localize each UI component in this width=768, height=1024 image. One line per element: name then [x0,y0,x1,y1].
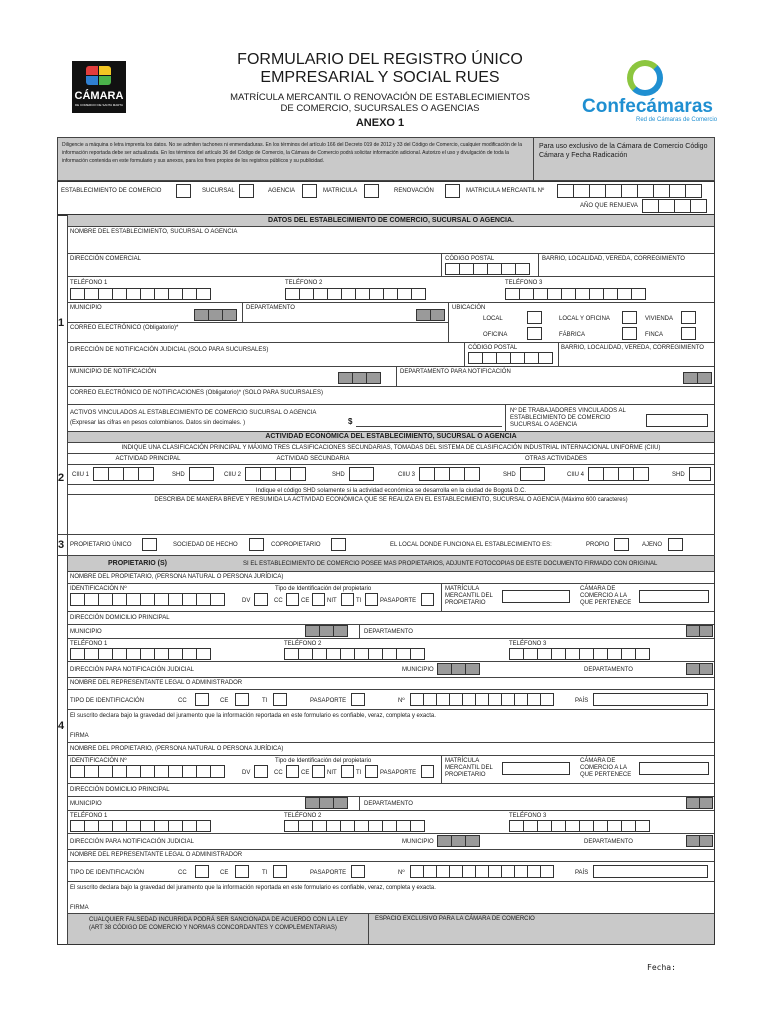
correo-notif-label: CORREO ELECTRÓNICO DE NOTIFICACIONES (Obligatorio)* (SOLO PARA SUCURSALES) [70,390,323,396]
owner1-tel1-cells[interactable] [70,648,210,660]
owner1-cc-checkbox[interactable] [286,593,299,606]
owner2-dv-input[interactable] [254,765,268,778]
owner1-dir-notif-label: DIRECCIÓN PARA NOTIFICACIÓN JUDICIAL [70,667,194,673]
owner1-departamento-label: DEPARTAMENTO [364,629,413,635]
owner2-departamento-label: DEPARTAMENTO [364,801,413,807]
owner1-identificacion-label: IDENTIFICACIÓN Nº [70,586,127,592]
sociedad-hecho-label: SOCIEDAD DE HECHO [173,542,238,548]
owner2-dir-notif-label: DIRECCIÓN PARA NOTIFICACIÓN JUDICIAL [70,839,194,845]
owner2-ti-checkbox[interactable] [365,765,378,778]
ubic-fabrica-checkbox[interactable] [622,327,637,340]
owner2-firma-label: FIRMA [70,905,89,911]
owner2-tel3-cells[interactable] [509,820,649,832]
owner1-departamento2-cells[interactable] [686,663,712,675]
owner2-nit-checkbox[interactable] [341,765,354,778]
owner2-matricula-input[interactable] [502,762,570,775]
owner1-pais-input[interactable] [593,693,708,706]
ciiu4-cells[interactable] [588,467,648,481]
ubic-local-oficina-label: LOCAL Y OFICINA [559,316,610,322]
owner1-identificacion-cells[interactable] [70,593,224,606]
ubic-oficina-checkbox[interactable] [527,327,542,340]
owner2-nit-label: NIT [327,770,337,776]
section-4-number: 4 [58,720,65,732]
owner2-pasaporte-label: PASAPORTE [380,770,417,776]
espacio-exclusivo-text: ESPACIO EXCLUSIVO PARA LA CÁMARA DE COMERCIO [375,916,535,922]
telefono-2-cells[interactable] [285,288,425,300]
municipio-code-cells[interactable] [194,309,236,321]
sucursal-label: SUCURSAL [202,188,235,194]
owner2-municipio2-cells[interactable] [437,835,479,847]
telefono-3-label: TELÉFONO 3 [505,280,543,286]
owner2-ti-label: TI [356,770,362,776]
owner1-matricula-label: MATRÍCULA MERCANTIL DEL PROPIETARIO [445,586,493,606]
municipio-label: MUNICIPIO [70,305,102,311]
owner1-departamento2-label: DEPARTAMENTO [584,667,633,673]
intro-text: Diligencie a máquina o letra imprenta los datos. No se admiten tachones ni enmendaduras. En los términos del artículo 166 del Decreto 019 de 2012 y 33 del Código de Comercio, cualquier modificación de la información reportada debe ser actualizada. En los términos del artículo 36 del Código de Comercio, la Cámara de Comercio podrá solicitar información adicional. Autorizo el uso y divulgación de toda la información contenida en este formulario y sus anexos, para los fines propios de los registros públicos y su publicidad. [62,142,522,164]
owner2-departamento-cells[interactable] [686,797,712,809]
mun-notif-cells[interactable] [338,372,380,384]
barrio-label: BARRIO, LOCALIDAD, VEREDA, CORREGIMIENTO [542,256,685,262]
owner1-juramento-text: El suscrito declara bajo la gravedad del juramento que la información reportada en este formulario es confiable, veraz, completa y exacta. [70,713,436,719]
activos-note: (Expresar las cifras en pesos colombianos. Datos sin decimales. ) [70,420,246,426]
actividad-principal-label: ACTIVIDAD PRINCIPAL [115,456,181,462]
owner1-tel2-cells[interactable] [284,648,424,660]
form-subtitle-line2: DE COMERCIO, SUCURSALES O AGENCIAS [280,103,480,114]
owner1-municipio2-cells[interactable] [437,663,479,675]
renovacion-checkbox[interactable] [445,184,460,198]
owner2-pais-label: PAÍS [575,870,589,876]
matricula-no-label: MATRICULA MERCANTIL Nº [466,188,545,194]
form-title-line1: FORMULARIO DEL REGISTRO ÚNICO [237,51,523,68]
owner1-tel3-label: TELÉFONO 3 [509,641,547,647]
owner1-pasaporte2-label: PASAPORTE [310,698,347,704]
owner1-tel1-label: TELÉFONO 1 [70,641,108,647]
owner2-cc2-checkbox[interactable] [195,865,209,878]
codigo-postal-cells[interactable] [445,263,529,275]
annex-label: ANEXO 1 [355,117,405,129]
ubicacion-label: UBICACIÓN [452,305,486,311]
correo-label: CORREO ELECTRÓNICO (Obligatorio)* [70,325,179,331]
owner1-ti-label: TI [356,598,362,604]
owner1-municipio2-label: MUNICIPIO [402,667,434,673]
owner1-municipio-label: MUNICIPIO [70,629,102,635]
owner1-dv-input[interactable] [254,593,268,606]
owner2-departamento2-cells[interactable] [686,835,712,847]
confecamaras-brand: Confecámaras [582,96,713,117]
owner1-ce-label: CE [301,598,310,604]
owner1-tipo-id-label: Tipo de Identificación del propietario [275,586,372,592]
dollar-sign: $ [348,417,353,426]
owner2-cc-label: CC [274,770,283,776]
matricula-no-cells[interactable] [557,184,701,198]
otras-actividades-label: OTRAS ACTIVIDADES [524,456,587,462]
ciiu3-cells[interactable] [419,467,479,481]
owner2-cc-checkbox[interactable] [286,765,299,778]
owner1-municipio-cells[interactable] [305,625,347,637]
owner1-firma-label: FIRMA [70,733,89,739]
owner2-tel2-cells[interactable] [284,820,424,832]
ciiu2-cells[interactable] [245,467,305,481]
section-2-title: ACTIVIDAD ECONÓMICA DEL ESTABLECIMIENTO, SUCURSAL O AGENCIA [265,433,517,440]
owner1-matricula-input[interactable] [502,590,570,603]
ciiu3-label: CIIU 3 [398,472,416,478]
owner1-ti2-label: TI [262,698,268,704]
codigo-postal-label: CÓDIGO POSTAL [445,256,495,262]
ciiu1-cells[interactable] [93,467,153,481]
owner1-pasaporte2-checkbox[interactable] [351,693,365,706]
nombre-establecimiento-label: NOMBRE DEL ESTABLECIMIENTO, SUCURSAL O AGENCIA [70,229,238,235]
establecimiento-label: ESTABLECIMIENTO DE COMERCIO [61,188,162,194]
owner1-nombre-label: NOMBRE DEL PROPIETARIO, (PERSONA NATURAL O PERSONA JURÍDICA) [70,574,284,580]
owner2-pais-input[interactable] [593,865,708,878]
ubic-finca-checkbox[interactable] [681,327,696,340]
owner2-pasaporte-checkbox[interactable] [421,765,434,778]
section-1-title: DATOS DEL ESTABLECIMIENTO DE COMERCIO, SUCURSAL O AGENCIA. [268,217,514,224]
ciiu4-label: CIIU 4 [567,472,585,478]
owner2-nombre-label: NOMBRE DEL PROPIETARIO, (PERSONA NATURAL O PERSONA JURÍDICA) [70,746,284,752]
copropietario-checkbox[interactable] [331,538,346,551]
form-subtitle-line1: MATRÍCULA MERCANTIL O RENOVACIÓN DE ESTABLECIMIENTOS [230,92,530,103]
owner2-dir-domicilio-label: DIRECCIÓN DOMICILIO PRINCIPAL [70,787,170,793]
ubic-vivienda-checkbox[interactable] [681,311,696,324]
trabajadores-input[interactable] [646,414,708,427]
owner2-camara-label: CÁMARA DE COMERCIO A LA QUE PERTENECE [580,758,632,778]
propio-label: PROPIO [586,542,610,548]
cod-postal2-label: CÓDIGO POSTAL [468,345,518,351]
ubic-fabrica-label: FÁBRICA [559,332,586,338]
owner2-ti2-checkbox[interactable] [273,865,287,878]
owner2-numero-cells[interactable] [410,865,553,878]
ajeno-label: AJENO [642,542,663,548]
owner2-municipio2-label: MUNICIPIO [402,839,434,845]
owner1-nit-label: NIT [327,598,337,604]
sociedad-hecho-checkbox[interactable] [249,538,264,551]
owner2-matricula-label: MATRÍCULA MERCANTIL DEL PROPIETARIO [445,758,493,778]
owner2-tel1-label: TELÉFONO 1 [70,813,108,819]
falsedad-text: CUALQUIER FALSEDAD INCURRIDA PODRÁ SER SANCIONADA DE ACUERDO CON LA LEY (ART 38 CÓDIGO DE COMERCIO Y NORMAS CONCORDANTES Y COMPLEMENTARIAS) [89,917,348,931]
owner1-ce-checkbox[interactable] [312,593,325,606]
agencia-label: AGENCIA [268,188,296,194]
agencia-checkbox[interactable] [302,184,317,198]
shd4-input[interactable] [689,467,711,481]
section-4-title: PROPIETARIO (S) [108,560,167,567]
shd3-input[interactable] [520,467,545,481]
ajeno-checkbox[interactable] [668,538,683,551]
owner1-cc-label: CC [274,598,283,604]
section-4-note: SI EL ESTABLECIMIENTO DE COMERCIO POSEE MAS PROPIETARIOS, ADJUNTE FOTOCOPIAS DE ESTE DOCUMENTO FIRMADO CON ORIGINAL [243,561,658,567]
activos-label: ACTIVOS VINCULADOS AL ESTABLECIMIENTO DE COMERCIO SUCURSAL O AGENCIA [70,410,317,416]
owner2-tel2-label: TELÉFONO 2 [284,813,322,819]
trabajadores-label: Nº DE TRABAJADORES VINCULADOS AL ESTABLECIMIENTO DE COMERCIO SUCURSAL O AGENCIA [510,408,626,428]
matricula-label: MATRICULA [323,188,358,194]
owner1-ti-checkbox[interactable] [365,593,378,606]
owner2-pasaporte2-checkbox[interactable] [351,865,365,878]
dep-notif-label: DEPARTAMENTO PARA NOTIFICACIÓN [400,369,511,375]
owner1-cc2-label: CC [178,698,187,704]
shd1-input[interactable] [189,467,214,481]
ubic-local-label: LOCAL [483,316,503,322]
logo-camara-text: CÁMARA [74,90,124,102]
owner2-nombre-rep-label: NOMBRE DEL REPRESENTANTE LEGAL O ADMINISTRADOR [70,852,243,858]
owner2-ti2-label: TI [262,870,268,876]
owner1-firma-space[interactable] [100,721,700,741]
owner2-pasaporte2-label: PASAPORTE [310,870,347,876]
owner1-pasaporte-checkbox[interactable] [421,593,434,606]
actividad-secundaria-label: ACTIVIDAD SECUNDARIA [276,456,350,462]
ubic-finca-label: FINCA [645,332,663,338]
owner1-ce2-checkbox[interactable] [235,693,249,706]
establecimiento-checkbox[interactable] [176,184,191,198]
fecha-label: Fecha: [647,963,676,972]
propietario-unico-checkbox[interactable] [142,538,157,551]
owner2-ce2-checkbox[interactable] [235,865,249,878]
camara-logo [72,61,126,113]
propio-checkbox[interactable] [614,538,629,551]
telefono-1-cells[interactable] [70,288,210,300]
sucursal-checkbox[interactable] [239,184,254,198]
owner1-tipo-ident-label: TIPO DE IDENTIFICACIÓN [70,698,145,704]
owner1-cc2-checkbox[interactable] [195,693,209,706]
confecamaras-sub: Red de Cámaras de Comercio [636,117,718,123]
departamento-code-cells[interactable] [416,309,444,321]
owner1-numero-label: Nº [398,698,405,704]
local-funciona-label: EL LOCAL DONDE FUNCIONA EL ESTABLECIMIENTO ES: [390,542,552,548]
barrio2-label: BARRIO, LOCALIDAD, VEREDA, CORREGIMIENTO [561,345,704,351]
owner2-municipio-label: MUNICIPIO [70,801,102,807]
shd2-label: SHD [332,472,345,478]
ano-renueva-label: AÑO QUE RENUEVA [580,203,638,209]
owner2-ce-label: CE [301,770,310,776]
ubic-local-oficina-checkbox[interactable] [622,311,637,324]
owner2-cc2-label: CC [178,870,187,876]
owner1-tel3-cells[interactable] [509,648,649,660]
owner1-camara-label: CÁMARA DE COMERCIO A LA QUE PERTENECE [580,586,632,606]
owner1-dir-domicilio-label: DIRECCIÓN DOMICILIO PRINCIPAL [70,615,170,621]
owner1-numero-cells[interactable] [410,693,553,706]
owner1-camara-input[interactable] [639,590,709,603]
owner2-tipo-ident-label: TIPO DE IDENTIFICACIÓN [70,870,145,876]
section-2-number: 2 [58,472,65,484]
shd3-label: SHD [503,472,516,478]
ubic-vivienda-label: VIVIENDA [645,316,674,322]
shd1-label: SHD [172,472,185,478]
owner2-tel1-cells[interactable] [70,820,210,832]
owner2-ce-checkbox[interactable] [312,765,325,778]
owner1-pais-label: PAÍS [575,698,589,704]
matricula-checkbox[interactable] [364,184,379,198]
owner1-tel2-label: TELÉFONO 2 [284,641,322,647]
owner1-dv-label: DV [242,598,251,604]
copropietario-label: COPROPIETARIO [271,542,321,548]
owner1-nombre-rep-label: NOMBRE DEL REPRESENTANTE LEGAL O ADMINISTRADOR [70,680,243,686]
direccion-comercial-label: DIRECCIÓN COMERCIAL [70,256,142,262]
departamento-label: DEPARTAMENTO [246,305,295,311]
owner2-numero-label: Nº [398,870,405,876]
propietario-unico-label: PROPIETARIO ÚNICO [70,542,132,548]
ciiu1-label: CIIU 1 [72,472,90,478]
confecamaras-logo-icon [627,60,663,96]
owner2-municipio-cells[interactable] [305,797,347,809]
owner2-dv-label: DV [242,770,251,776]
owner1-ce2-label: CE [220,698,229,704]
shd4-label: SHD [672,472,685,478]
telefono-1-label: TELÉFONO 1 [70,280,108,286]
shd-note: Indique el código SHD solamente si la actividad económica se desarrolla en la ciudad de Bogotá D.C. [255,488,527,494]
ciiu-instruction: INDIQUE UNA CLASIFICACIÓN PRINCIPAL Y MÁXIMO TRES CLASIFICACIONES SECUNDARIAS, TOMADAS DEL SISTEMA DE CLASIFICACIÓN INDUSTRIAL INTERNACIONAL UNIFORME (CIIU) [121,445,661,451]
ciiu2-label: CIIU 2 [224,472,242,478]
owner2-ce2-label: CE [220,870,229,876]
logo-colored-mark-icon [86,66,112,86]
owner2-departamento2-label: DEPARTAMENTO [584,839,633,845]
describa-label: DESCRIBA DE MANERA BREVE Y RESUMIDA LA ACTIVIDAD ECONÓMICA QUE SE REALIZA EN EL ESTABLECIMIENTO, SUCURSAL O AGENCIA (Máximo 600 caracteres) [154,497,628,503]
telefono-3-cells[interactable] [505,288,645,300]
dep-notif-cells[interactable] [683,372,711,384]
section-1-number: 1 [58,317,65,329]
section-3-number: 3 [58,539,65,551]
cod-postal2-cells[interactable] [468,352,552,364]
owner1-nit-checkbox[interactable] [341,593,354,606]
ubic-local-checkbox[interactable] [527,311,542,324]
owner1-ti2-checkbox[interactable] [273,693,287,706]
owner2-tel3-label: TELÉFONO 3 [509,813,547,819]
ano-renueva-cells[interactable] [642,199,706,213]
exclusive-use-text: Para uso exclusivo de la Cámara de Comercio Código Cámara y Fecha Radicación [539,143,708,159]
ubic-oficina-label: OFICINA [483,332,508,338]
mun-notif-label: MUNICIPIO DE NOTIFICACIÓN [70,369,157,375]
owner2-juramento-text: El suscrito declara bajo la gravedad del juramento que la información reportada en este formulario es confiable, veraz, completa y exacta. [70,885,436,891]
owner1-pasaporte-label: PASAPORTE [380,598,417,604]
form-title-line2: EMPRESARIAL Y SOCIAL RUES [260,69,500,86]
telefono-2-label: TELÉFONO 2 [285,280,323,286]
owner2-identificacion-cells[interactable] [70,765,224,778]
renovacion-label: RENOVACIÓN [394,188,434,194]
dir-notif-label: DIRECCIÓN DE NOTIFICACIÓN JUDICIAL (SOLO PARA SUCURSALES) [70,347,269,353]
shd2-input[interactable] [349,467,374,481]
owner1-departamento-cells[interactable] [686,625,712,637]
owner2-tipo-id-label: Tipo de Identificación del propietario [275,758,372,764]
logo-camara-sub: DE COMERCIO DE SANTA MARTA [74,103,123,107]
owner2-camara-input[interactable] [639,762,709,775]
owner2-firma-space[interactable] [100,893,700,913]
owner2-identificacion-label: IDENTIFICACIÓN Nº [70,758,127,764]
